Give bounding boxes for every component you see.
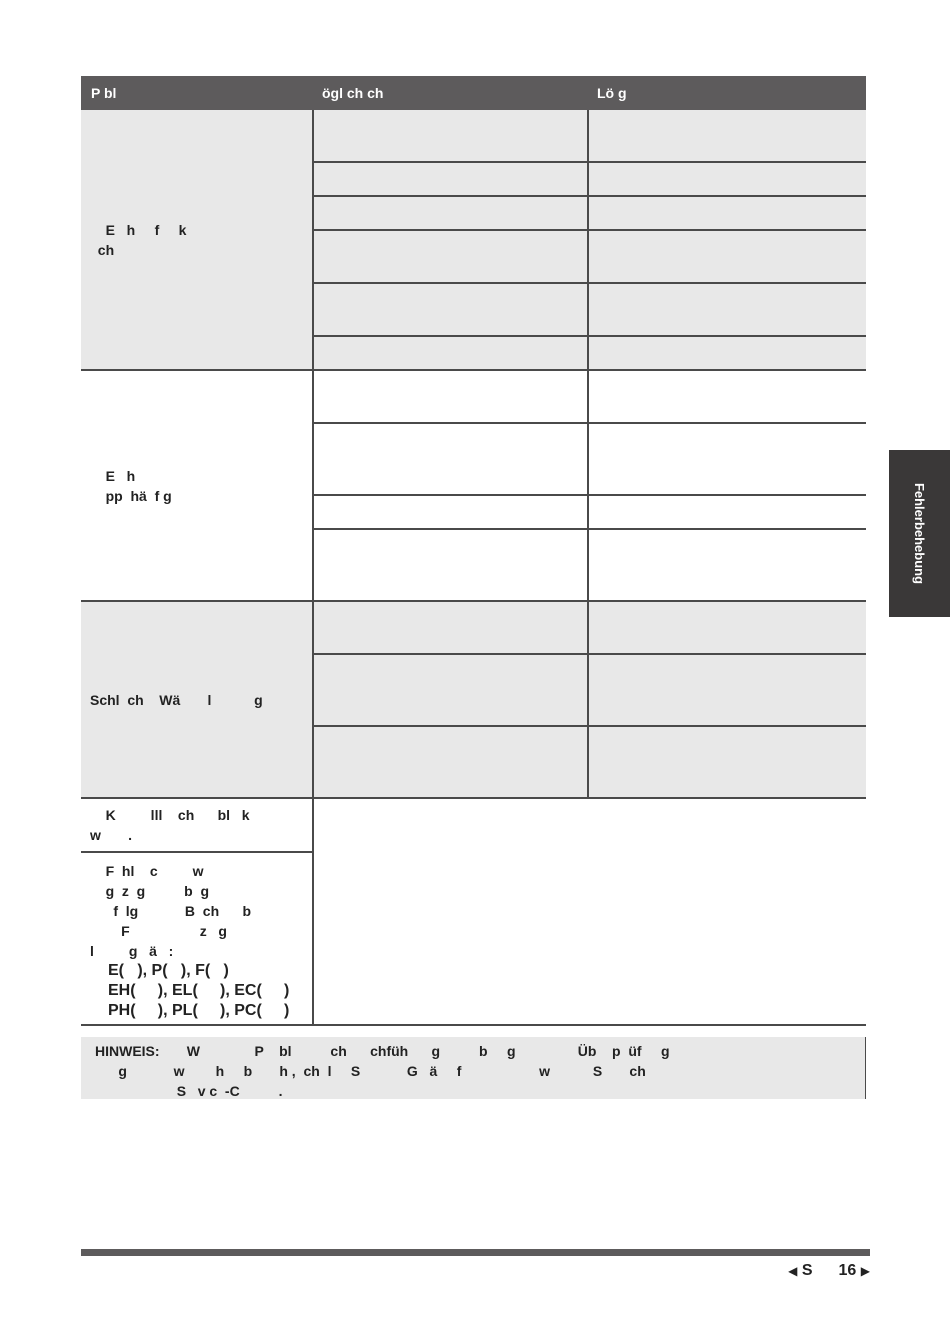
error-code-line: E( ), P( ), F( ) <box>108 962 229 979</box>
troubleshooting-table <box>81 76 866 1026</box>
cause-cell <box>312 530 587 602</box>
cause-cell <box>312 655 587 727</box>
solution-cell <box>587 530 866 602</box>
solution-cell <box>587 727 866 799</box>
cause-cell <box>312 284 587 337</box>
cause-cell <box>312 602 587 655</box>
header-cause: ögl ch ch <box>312 76 587 110</box>
footer-section-label: S <box>801 1262 813 1279</box>
footer <box>788 1262 870 1280</box>
cause-cell <box>312 163 587 197</box>
header-problem: P bl <box>81 76 312 110</box>
solution-cell <box>587 655 866 727</box>
cause-cell <box>312 231 587 284</box>
merged-cell <box>312 799 866 1026</box>
cause-cell <box>312 337 587 371</box>
footer-rule <box>81 1249 870 1256</box>
cause-cell <box>312 424 587 496</box>
cause-cell <box>312 197 587 231</box>
problem-cell: E h pp hä f g <box>81 371 312 602</box>
side-tab-label: Fehlerbehebung <box>912 482 927 585</box>
solution-cell <box>587 337 866 371</box>
solution-cell <box>587 371 866 424</box>
triangle-left-icon: ◀ <box>788 1264 798 1278</box>
error-codes-cell <box>81 853 312 1026</box>
triangle-right-icon: ▶ <box>860 1264 870 1278</box>
error-code-line: EH( ), EL( ), EC( ) <box>108 982 290 999</box>
footer-section[interactable] <box>788 1262 812 1280</box>
solution-cell <box>587 284 866 337</box>
solution-cell <box>587 424 866 496</box>
error-code-line: PH( ), PL( ), PC( ) <box>108 1002 290 1019</box>
solution-cell <box>587 197 866 231</box>
cause-cell <box>312 371 587 424</box>
problem-text: F hl c w g z g b g f lg B ch b F z g l g ä : <box>90 863 252 959</box>
footer-page[interactable] <box>839 1262 870 1280</box>
cause-cell <box>312 496 587 530</box>
problem-cell: K lll ch bl k w . <box>81 799 312 853</box>
problem-cell: E h f k ch <box>81 110 312 371</box>
solution-cell <box>587 602 866 655</box>
note-box: HINWEIS: W P bl ch chfüh g b g Üb p üf g g w h b h , ch l S G ä f w S ch S v c -C . <box>81 1037 866 1099</box>
page-number: 16 <box>838 1262 857 1279</box>
cause-cell <box>312 110 587 163</box>
cause-cell <box>312 727 587 799</box>
solution-cell <box>587 231 866 284</box>
side-tab <box>889 450 950 617</box>
solution-cell <box>587 110 866 163</box>
solution-cell <box>587 163 866 197</box>
header-solution: Lö g <box>587 76 866 110</box>
problem-cell: Schl ch Wä l g <box>81 602 312 799</box>
solution-cell <box>587 496 866 530</box>
